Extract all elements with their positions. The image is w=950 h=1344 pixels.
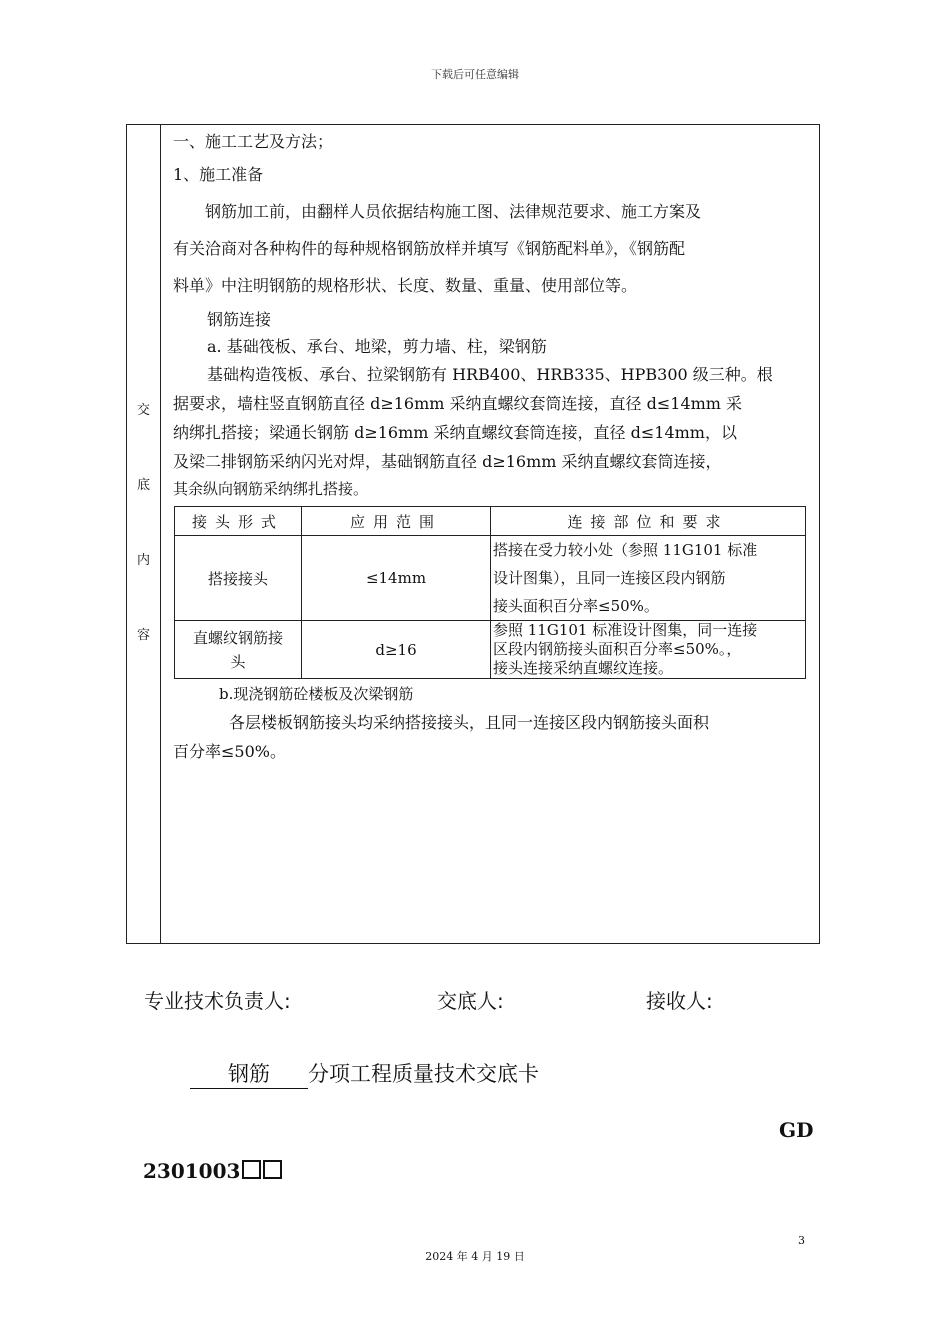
side-label-column (127, 125, 161, 943)
subheading: 钢筋连接 (207, 310, 272, 329)
column-header: 应用范围 (302, 507, 491, 536)
subheading: b.现浇钢筋砼楼板及次梁钢筋 (219, 685, 414, 703)
joint-type-line: 头 (230, 652, 246, 671)
discloser-signature-label: 交底人: (437, 989, 504, 1013)
joint-type-cell: 搭接接头 (175, 536, 302, 621)
code-prefix: GD (779, 1118, 814, 1142)
page-header-note: 下载后可任意编辑 (431, 68, 519, 81)
footer-date: 2024 年 4 月 19 日 (425, 1250, 525, 1263)
table-header-row (175, 507, 806, 536)
table-row (175, 621, 806, 679)
paragraph-line: 其余纵向钢筋采纳绑扎搭接。 (173, 480, 369, 498)
side-label-char: 容 (136, 628, 150, 643)
paragraph-line: 百分率≤50%。 (173, 742, 286, 761)
checkbox-icon (263, 1160, 282, 1179)
requirement-cell (491, 621, 806, 679)
joint-table (174, 506, 806, 679)
checkbox-icon (242, 1160, 261, 1179)
disclosure-frame (126, 124, 820, 944)
paragraph-line: 基础构造筏板、承台、拉梁钢筋有 HRB400、HRB335、HPB300 级三种。根 (207, 365, 773, 384)
requirement-line: 区段内钢筋接头面积百分率≤50%。， (493, 640, 742, 658)
column-header: 接头形式 (175, 507, 302, 536)
card-code (143, 1159, 282, 1183)
requirement-cell (491, 536, 806, 621)
tech-lead-signature-label: 专业技术负责人: (144, 989, 291, 1013)
subheading: a. 基础筏板、承台、地梁，剪力墙、柱，梁钢筋 (207, 337, 547, 356)
paragraph-line: 料单》中注明钢筋的规格形状、长度、数量、重量、使用部位等。 (173, 276, 638, 295)
joint-type-line: 直螺纹钢筋接 (192, 628, 283, 647)
paragraph-line: 纳绑扎搭接；梁通长钢筋 d≥16mm 采纳直螺纹套筒连接，直径 d≤14mm，以 (173, 423, 737, 442)
range-cell: ≤14mm (302, 536, 491, 621)
paragraph-line: 据要求，墙柱竖直钢筋直径 d≥16mm 采纳直螺纹套筒连接，直径 d≤14mm 采 (173, 394, 743, 413)
requirement-line: 接头连接采纳直螺纹连接。 (493, 659, 674, 677)
side-label-char: 内 (136, 553, 150, 568)
receiver-signature-label: 接收人: (646, 989, 713, 1013)
page-number: 3 (798, 1234, 805, 1247)
paragraph-line: 有关洽商对各种构件的每种规格钢筋放样并填写《钢筋配料单》，《钢筋配 (173, 239, 686, 258)
card-title (190, 1058, 539, 1089)
paragraph-line: 钢筋加工前，由翻样人员依据结构施工图、法律规范要求、施工方案及 (205, 202, 702, 221)
requirement-line: 接头面积百分率≤50%。 (493, 597, 659, 615)
requirement-line: 搭接在受力较小处（参照 11G101 标准 (493, 541, 758, 559)
code-number: 2301003 (143, 1159, 241, 1183)
side-label-char: 交 (136, 403, 150, 418)
range-cell: d≥16 (302, 621, 491, 679)
joint-type-cell (175, 621, 302, 679)
section-heading: 一、施工工艺及方法； (173, 132, 334, 151)
title-blank-field: 钢筋 (190, 1058, 308, 1089)
column-header: 连接部位和要求 (491, 507, 806, 536)
table-row (175, 536, 806, 621)
side-label-char: 底 (136, 478, 150, 493)
paragraph-line: 各层楼板钢筋接头均采纳搭接接头，且同一连接区段内钢筋接头面积 (229, 713, 710, 732)
subsection-heading: 1、施工准备 (173, 165, 264, 184)
title-text: 分项工程质量技术交底卡 (308, 1062, 539, 1086)
requirement-line: 参照 11G101 标准设计图集，同一连接 (493, 621, 758, 639)
paragraph-line: 及梁二排钢筋采纳闪光对焊，基础钢筋直径 d≥16mm 采纳直螺纹套筒连接， (173, 452, 722, 471)
requirement-line: 设计图集），且同一连接区段内钢筋 (493, 569, 726, 587)
